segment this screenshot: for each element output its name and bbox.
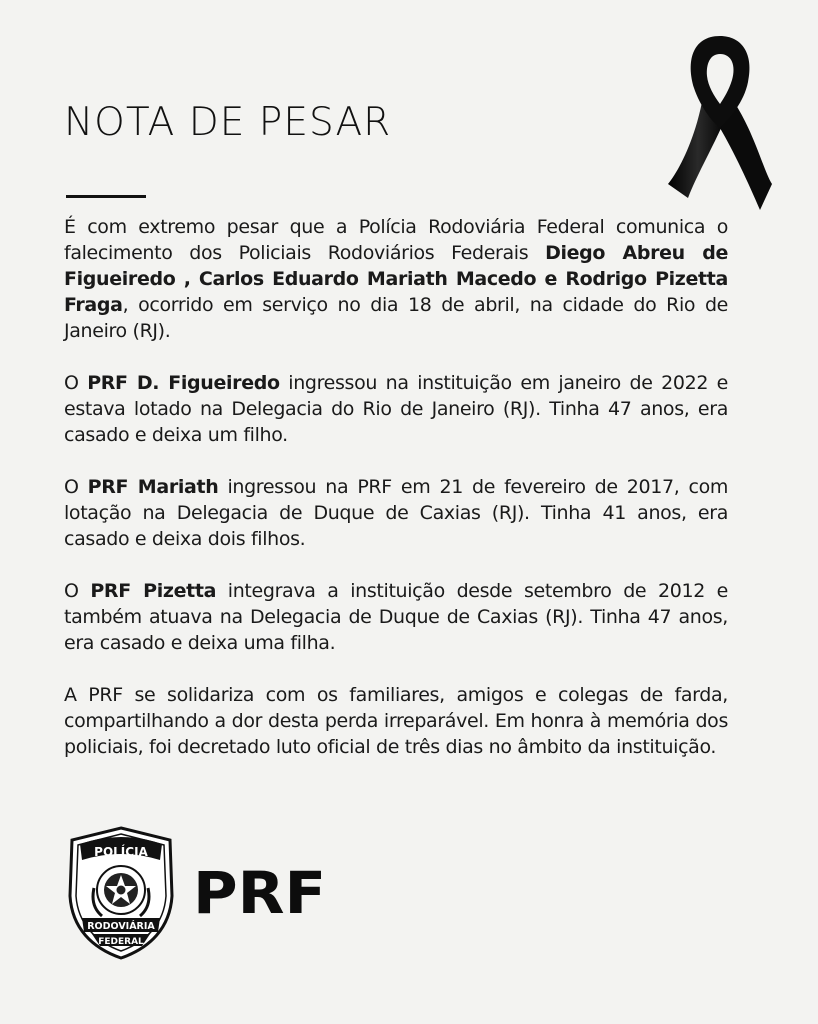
title-underline bbox=[66, 195, 146, 198]
badge-bottom-text-2: FEDERAL bbox=[98, 937, 144, 947]
page-title: NOTA DE PESAR bbox=[64, 100, 392, 145]
badge-top-text: POLÍCIA bbox=[94, 845, 148, 859]
officer-names: Diego Abreu de Figueiredo , Carlos Eduardo Mariath Macedo e Rodrigo Pizetta Fraga bbox=[64, 242, 728, 316]
paragraph-announcement: É com extremo pesar que a Polícia Rodoviária Federal comunica o falecimento dos Policiais Rodoviários Federais Diego Abreu de Figueiredo , Carlos Eduardo Mariath Macedo e Rodrigo Pizetta Fraga, ocorrido em serviço no dia 18 de abril, na cidade do Rio de Janeiro (RJ). bbox=[64, 216, 728, 342]
mourning-ribbon-icon bbox=[664, 32, 776, 214]
prf-logo-text: PRF bbox=[193, 859, 327, 927]
police-badge-icon bbox=[66, 826, 176, 960]
paragraph-mariath: O PRF Mariath ingressou na PRF em 21 de fevereiro de 2017, com lotação na Delegacia de Duque de Caxias (RJ). Tinha 41 anos, era casado e deixa dois filhos. bbox=[64, 476, 729, 550]
paragraph-figueiredo: O PRF D. Figueiredo ingressou na instituição em janeiro de 2022 e estava lotado na Delegacia do Rio de Janeiro (RJ). Tinha 47 anos, era casado e deixa um filho. bbox=[64, 372, 728, 446]
badge-bottom-text-1: RODOVIÁRIA bbox=[87, 921, 155, 932]
paragraph-solidarity: A PRF se solidariza com os familiares, amigos e colegas de farda, compartilhando a dor desta perda irreparável. Em honra à memória dos policiais, foi decretado luto oficial de três dias no âmbito da instituição. bbox=[64, 684, 728, 758]
paragraph-pizetta: O PRF Pizetta integrava a instituição desde setembro de 2012 e também atuava na Delegacia de Duque de Caxias (RJ). Tinha 47 anos, era casado e deixa uma filha. bbox=[64, 580, 728, 654]
note-body bbox=[64, 214, 728, 786]
